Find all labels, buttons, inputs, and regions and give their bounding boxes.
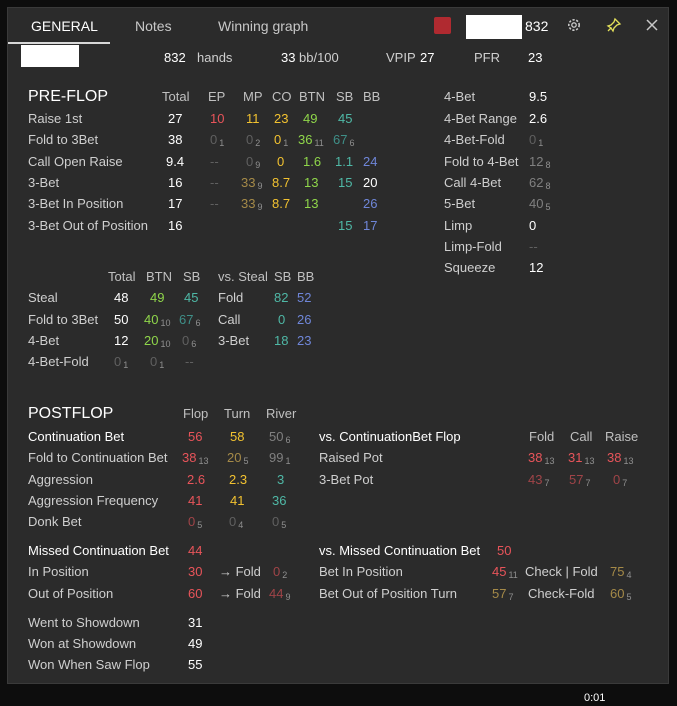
stat-value: 17 <box>363 218 378 233</box>
stat-value: 0 $_1$ <box>150 354 165 370</box>
stat-value: 41 <box>230 493 245 508</box>
stat-label: Out of Position <box>28 586 114 601</box>
stat-value: 20 <box>363 175 378 190</box>
tab-winning-graph[interactable]: Winning graph <box>218 18 309 34</box>
col-bb: BB <box>363 89 381 104</box>
stat-label: Fold to Continuation Bet <box>28 450 168 465</box>
stat-value: 45 <box>338 111 353 126</box>
taskbar-clock: 0:01 <box>584 692 606 704</box>
stat-label: Bet Out of Position Turn <box>319 586 458 601</box>
section-header: Missed Continuation Bet <box>28 543 169 558</box>
stat-label: Steal <box>28 290 58 305</box>
col-raise: Raise <box>605 429 639 444</box>
stat-value: -- <box>210 175 219 190</box>
col-sb: SB <box>183 269 201 284</box>
stat-label: Won at Showdown <box>28 636 137 651</box>
col-btn: BTN <box>299 89 325 104</box>
col-sb: SB <box>336 89 354 104</box>
stat-value: 67 $_6$ <box>333 132 355 148</box>
stat-value: 30 <box>188 564 203 579</box>
stat-value: 49 <box>188 636 203 651</box>
hud-stats-window <box>7 7 669 684</box>
stat-value: 0 $_1$ <box>529 132 544 148</box>
stat-label: Limp-Fold <box>444 239 502 254</box>
col-turn: Turn <box>224 406 251 421</box>
stat-value: 0 $_4$ <box>229 514 244 530</box>
bb100-label: bb/100 <box>299 50 339 65</box>
stat-value: 55 <box>188 657 203 672</box>
stat-value: 0 $_2$ <box>246 132 261 148</box>
bb100-value: 33 <box>281 50 296 65</box>
stat-label: Aggression <box>28 472 94 487</box>
stat-value: 31 $_{13}$ <box>568 450 595 466</box>
stat-value: 0 $_5$ <box>272 514 287 530</box>
col-river: River <box>266 406 297 421</box>
stat-label: Squeeze <box>444 260 496 275</box>
stat-value: 0 <box>278 312 286 327</box>
vpip-label: VPIP <box>386 50 416 65</box>
stat-value: 15 <box>338 175 353 190</box>
stat-label: 5-Bet <box>444 196 476 211</box>
tab-notes[interactable]: Notes <box>135 18 172 34</box>
stat-value: 23 <box>297 333 312 348</box>
stat-value: 12 <box>529 260 544 275</box>
hands-count-header: 832 <box>525 18 549 34</box>
stat-label: 4-Bet-Fold <box>444 132 505 147</box>
pin-icon[interactable] <box>606 17 622 37</box>
stat-value: 49 <box>303 111 318 126</box>
stat-value: 18 <box>274 333 289 348</box>
stat-value: 36 <box>272 493 287 508</box>
stat-value: 40 $_{10}$ <box>144 312 171 328</box>
col-btn: BTN <box>146 269 172 284</box>
stat-value: 49 <box>150 290 165 305</box>
stat-value: 67 $_6$ <box>179 312 201 328</box>
stat-value: -- <box>210 196 219 211</box>
stat-value: 13 <box>304 196 319 211</box>
stat-value: 9.4 <box>166 154 185 169</box>
stat-value: 0 $_5$ <box>188 514 203 530</box>
stat-label: In Position <box>28 564 89 579</box>
stat-label: 3-Bet Pot <box>319 472 374 487</box>
stat-value: 9.5 <box>529 89 548 104</box>
stat-label: 4-Bet-Fold <box>28 354 89 369</box>
stat-label: 3-Bet Out of Position <box>28 218 148 233</box>
stat-label: 3-Bet <box>218 333 250 348</box>
stat-value: 38 <box>168 132 183 147</box>
stat-value: 26 <box>363 196 378 211</box>
pfr-value: 23 <box>528 50 543 65</box>
stat-value: 48 <box>114 290 129 305</box>
stat-value: 0 <box>529 218 537 233</box>
stat-value: 62 $_8$ <box>529 175 551 191</box>
stat-label: Fold to 3Bet <box>28 132 99 147</box>
stat-label: Call <box>218 312 241 327</box>
stat-value: 1.6 <box>303 154 322 169</box>
stat-value: 50 <box>114 312 129 327</box>
active-tab-underline <box>8 42 110 44</box>
stat-value: 75 $_4$ <box>610 564 632 580</box>
section-header: vs. ContinuationBet Flop <box>319 429 461 444</box>
stat-value: 0 <box>277 154 285 169</box>
stat-label: Call 4-Bet <box>444 175 502 190</box>
stat-value: 41 <box>188 493 203 508</box>
stat-value: 52 <box>297 290 312 305</box>
stat-value: 0 $_9$ <box>246 154 261 170</box>
stat-value: 58 <box>230 429 245 444</box>
stat-label: → Fold <box>219 586 261 601</box>
col-ep: EP <box>208 89 226 104</box>
stat-value: 36 $_{11}$ <box>298 132 324 148</box>
stat-value: 16 <box>168 175 183 190</box>
stat-value: 99 $_1$ <box>269 450 291 466</box>
stat-value: 3 <box>277 472 285 487</box>
stat-value: 11 <box>246 111 260 126</box>
stat-value: 17 <box>168 196 183 211</box>
stat-value: 60 $_5$ <box>610 586 632 602</box>
player-name-redacted <box>466 15 522 39</box>
stat-value: 82 <box>274 290 289 305</box>
stat-value: 38 $_{13}$ <box>528 450 555 466</box>
stat-value: 40 $_5$ <box>529 196 551 212</box>
stat-label: Fold to 4-Bet <box>444 154 519 169</box>
stat-value: 50 $_6$ <box>269 429 291 445</box>
stat-value: 45 <box>184 290 199 305</box>
stat-value: 8.7 <box>272 175 291 190</box>
stat-value: -- <box>185 354 194 369</box>
player-avatar-redacted <box>21 45 79 67</box>
stat-value: 0 $_6$ <box>182 333 197 349</box>
stat-label: Fold to 3Bet <box>28 312 99 327</box>
stat-value: 44 $_9$ <box>269 586 291 602</box>
stat-value: 31 <box>188 615 203 630</box>
stat-value: 38 $_{13}$ <box>182 450 209 466</box>
stat-value: 20 $_5$ <box>227 450 249 466</box>
stat-value: 0 $_1$ <box>210 132 225 148</box>
stat-value: 1.1 <box>335 154 354 169</box>
stat-value: 26 <box>297 312 312 327</box>
pfr-label: PFR <box>474 50 500 65</box>
stat-label: Call Open Raise <box>28 154 123 169</box>
stat-label: Raised Pot <box>319 450 383 465</box>
stat-value: 15 <box>338 218 353 233</box>
stat-value: 0 $_7$ <box>613 472 628 488</box>
stat-label: 4-Bet Range <box>444 111 517 126</box>
stat-label: → Fold <box>219 564 261 579</box>
stat-value: 44 <box>188 543 203 558</box>
stat-label: Donk Bet <box>28 514 82 529</box>
stat-label: Bet In Position <box>319 564 403 579</box>
stat-label: Raise 1st <box>28 111 83 126</box>
stat-label: Check-Fold <box>528 586 595 601</box>
stat-value: 2.6 <box>187 472 206 487</box>
col-sb: SB <box>274 269 292 284</box>
stat-value: 43 $_7$ <box>528 472 550 488</box>
stat-value: -- <box>529 239 538 254</box>
stat-value: 60 <box>188 586 203 601</box>
col-fold: Fold <box>529 429 555 444</box>
stat-label: Fold <box>218 290 244 305</box>
player-color-marker[interactable] <box>434 17 451 34</box>
stat-label: Continuation Bet <box>28 429 125 444</box>
stat-value: 50 <box>497 543 512 558</box>
stat-value: -- <box>210 154 219 169</box>
stat-value: 38 $_{13}$ <box>607 450 634 466</box>
stat-label: 3-Bet <box>28 175 60 190</box>
stat-value: 33 $_9$ <box>241 196 263 212</box>
col-call: Call <box>570 429 593 444</box>
hands-label: hands <box>197 50 233 65</box>
col-bb: BB <box>297 269 315 284</box>
stat-label: 3-Bet In Position <box>28 196 124 211</box>
col-flop: Flop <box>183 406 209 421</box>
col-co: CO <box>272 89 292 104</box>
preflop-title: PRE-FLOP <box>28 88 109 105</box>
close-icon[interactable] <box>644 17 660 37</box>
col-vs-steal: vs. Steal <box>218 269 268 284</box>
postflop-title: POSTFLOP <box>28 405 114 422</box>
hands-value: 832 <box>164 50 186 65</box>
tab-general[interactable]: GENERAL <box>31 18 98 34</box>
stat-value: 12 <box>114 333 129 348</box>
stat-label: Limp <box>444 218 473 233</box>
stat-value: 45 $_{11}$ <box>492 564 518 580</box>
stat-value: 0 $_2$ <box>273 564 288 580</box>
col-mp: MP <box>243 89 263 104</box>
stat-value: 8.7 <box>272 196 291 211</box>
stat-value: 57 $_7$ <box>492 586 514 602</box>
stat-value: 10 <box>210 111 225 126</box>
stat-label: 4-Bet <box>444 89 476 104</box>
stat-label: Went to Showdown <box>28 615 140 630</box>
stat-value: 33 $_9$ <box>241 175 263 191</box>
stat-label: Won When Saw Flop <box>28 657 150 672</box>
stat-label: 4-Bet <box>28 333 60 348</box>
section-header: vs. Missed Continuation Bet <box>319 543 481 558</box>
col-total: Total <box>162 89 190 104</box>
stat-label: Aggression Frequency <box>28 493 159 508</box>
stat-value: 57 $_7$ <box>569 472 591 488</box>
col-total: Total <box>108 269 136 284</box>
vpip-value: 27 <box>420 50 435 65</box>
stat-value: 20 $_{10}$ <box>144 333 171 349</box>
stat-value: 24 <box>363 154 378 169</box>
stat-value: 56 <box>188 429 203 444</box>
stat-value: 0 $_1$ <box>274 132 289 148</box>
stat-label: Check | Fold <box>525 564 598 579</box>
stat-value: 13 <box>304 175 319 190</box>
stat-value: 27 <box>168 111 183 126</box>
stat-value: 12 $_8$ <box>529 154 551 170</box>
stat-value: 23 <box>274 111 289 126</box>
stat-value: 16 <box>168 218 183 233</box>
stat-value: 2.3 <box>229 472 248 487</box>
stat-value: 0 $_1$ <box>114 354 129 370</box>
stat-value: 2.6 <box>529 111 548 126</box>
gear-icon[interactable] <box>566 17 582 37</box>
